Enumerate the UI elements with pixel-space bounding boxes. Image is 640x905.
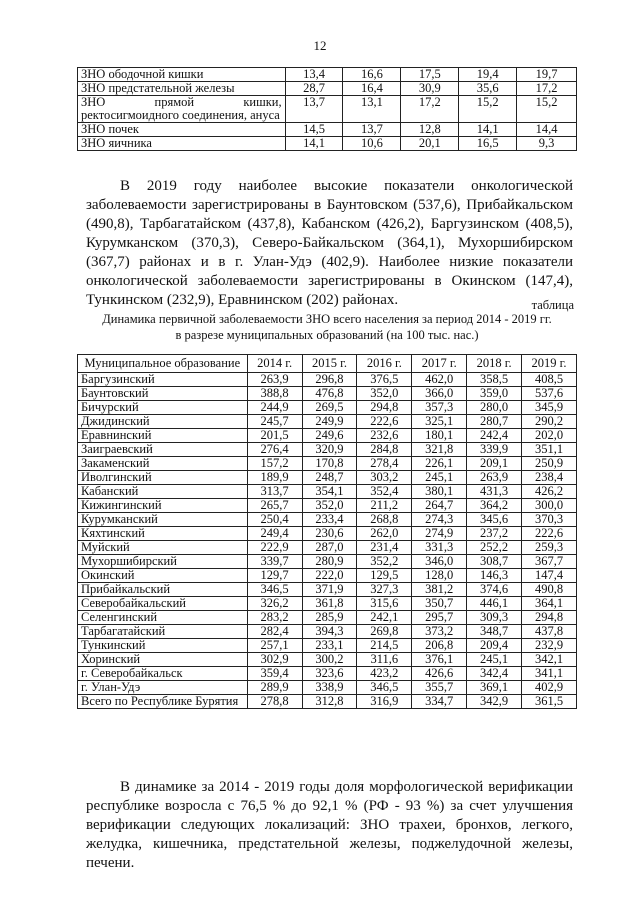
rate-cell: 394,3 [302, 625, 357, 639]
rate-cell: 248,7 [302, 471, 357, 485]
top-table [77, 67, 577, 151]
rate-cell: 359,4 [247, 667, 302, 681]
rate-cell: 274,3 [412, 513, 467, 527]
municipality-cell: Иволгинский [78, 471, 248, 485]
rate-cell: 367,7 [522, 555, 577, 569]
rate-cell: 303,2 [357, 471, 412, 485]
rate-cell: 351,1 [522, 443, 577, 457]
top-table-value-cell: 20,1 [401, 137, 459, 151]
rate-cell: 345,6 [467, 513, 522, 527]
rate-cell: 206,8 [412, 639, 467, 653]
rate-cell: 129,7 [247, 569, 302, 583]
rate-cell: 238,4 [522, 471, 577, 485]
page-number: 12 [313, 38, 327, 53]
rate-cell: 170,8 [302, 457, 357, 471]
rate-cell: 287,0 [302, 541, 357, 555]
table-row [78, 415, 577, 429]
rate-cell: 202,0 [522, 429, 577, 443]
rate-cell: 278,8 [247, 695, 302, 709]
rate-cell: 209,4 [467, 639, 522, 653]
municipality-cell: Заиграевский [78, 443, 248, 457]
rate-cell: 226,1 [412, 457, 467, 471]
rate-cell: 283,2 [247, 611, 302, 625]
rate-cell: 233,4 [302, 513, 357, 527]
rate-cell: 376,1 [412, 653, 467, 667]
rate-cell: 537,6 [522, 387, 577, 401]
top-table-value-cell: 13,7 [343, 123, 401, 137]
rate-cell: 374,6 [467, 583, 522, 597]
municipality-cell: Закаменский [78, 457, 248, 471]
top-table-value-cell: 16,5 [459, 137, 517, 151]
rate-cell: 242,4 [467, 429, 522, 443]
rate-cell: 146,3 [467, 569, 522, 583]
rate-cell: 388,8 [247, 387, 302, 401]
table-row [78, 625, 577, 639]
top-table-value-cell: 15,2 [517, 96, 577, 123]
rate-cell: 189,9 [247, 471, 302, 485]
rate-cell: 237,2 [467, 527, 522, 541]
rate-cell: 222,9 [247, 541, 302, 555]
header-year: 2014 г. [247, 355, 302, 373]
table-row [78, 443, 577, 457]
rate-cell: 249,9 [302, 415, 357, 429]
municipality-cell: Мухоршибирский [78, 555, 248, 569]
municipality-cell: Селенгинский [78, 611, 248, 625]
rate-cell: 231,4 [357, 541, 412, 555]
rate-cell: 295,7 [412, 611, 467, 625]
rate-cell: 214,5 [357, 639, 412, 653]
top-table-value-cell: 13,4 [285, 68, 343, 82]
rate-cell: 369,1 [467, 681, 522, 695]
rate-cell: 249,6 [302, 429, 357, 443]
rate-cell: 339,7 [247, 555, 302, 569]
header-year: 2016 г. [357, 355, 412, 373]
rate-cell: 259,3 [522, 541, 577, 555]
table-row [78, 555, 577, 569]
rate-cell: 252,2 [467, 541, 522, 555]
rate-cell: 250,4 [247, 513, 302, 527]
rate-cell: 364,1 [522, 597, 577, 611]
rate-cell: 354,1 [302, 485, 357, 499]
rate-cell: 128,0 [412, 569, 467, 583]
rate-cell: 280,9 [302, 555, 357, 569]
top-table-value-cell: 30,9 [401, 82, 459, 96]
rate-cell: 282,4 [247, 625, 302, 639]
rate-cell: 316,9 [357, 695, 412, 709]
rate-cell: 180,1 [412, 429, 467, 443]
top-table-row [78, 137, 577, 151]
rate-cell: 320,9 [302, 443, 357, 457]
rate-cell: 249,4 [247, 527, 302, 541]
municipality-cell: Всего по Республике Бурятия [78, 695, 248, 709]
municipality-cell: Джидинский [78, 415, 248, 429]
rate-cell: 269,5 [302, 401, 357, 415]
table-row [78, 471, 577, 485]
rate-cell: 346,5 [247, 583, 302, 597]
rate-cell: 325,1 [412, 415, 467, 429]
rate-cell: 334,7 [412, 695, 467, 709]
rate-cell: 313,7 [247, 485, 302, 499]
municipality-cell: Северобайкальский [78, 597, 248, 611]
rate-cell: 280,0 [467, 401, 522, 415]
table-row [78, 597, 577, 611]
rate-cell: 274,9 [412, 527, 467, 541]
top-table-name-word: кишки, [243, 95, 282, 109]
table-caption-line1: Динамика первичной заболеваемости ЗНО всего населения за период 2014 - 2019 гг. [102, 312, 552, 326]
rate-cell: 342,1 [522, 653, 577, 667]
municipality-cell: Прибайкальский [78, 583, 248, 597]
rate-cell: 263,9 [467, 471, 522, 485]
rate-cell: 245,1 [467, 653, 522, 667]
rate-cell: 233,1 [302, 639, 357, 653]
rate-cell: 315,6 [357, 597, 412, 611]
municipality-cell: Кабанский [78, 485, 248, 499]
municipality-cell: Еравнинский [78, 429, 248, 443]
rate-cell: 446,1 [467, 597, 522, 611]
rate-cell: 357,3 [412, 401, 467, 415]
header-year: 2015 г. [302, 355, 357, 373]
rate-cell: 294,8 [522, 611, 577, 625]
municipality-cell: Муйский [78, 541, 248, 555]
table-row [78, 513, 577, 527]
top-table-name-cell [78, 96, 286, 123]
paragraph-highest-rates: В 2019 году наиболее высокие показатели онкологической заболеваемости зарегистрированы в Баунтовском (537,6), Прибайкальском (490,8), Тарбагатайском (437,8), Кабанском (426,2), Баргузинском (408,5), Курумканском (370,3), Северо-Байкальском (364,1), Мухоршибирском (367,7) районах и в г. Улан-Удэ (402,9). Наиболее низкие показатели онкологической заболеваемости зарегистрированы в Окинском (147,4), Тункинском (232,9), Еравнинском (202) районах. [86, 178, 573, 308]
top-table-row [78, 96, 577, 123]
municipality-cell: Бичурский [78, 401, 248, 415]
table-row [78, 653, 577, 667]
rate-cell: 269,8 [357, 625, 412, 639]
table-row [78, 387, 577, 401]
top-table-name-cell: ЗНО предстательной железы [78, 82, 286, 96]
table-row [78, 499, 577, 513]
rate-cell: 348,7 [467, 625, 522, 639]
table-caption-line2: в разрезе муниципальных образований (на 100 тыс. нас.) [175, 328, 479, 342]
rate-cell: 323,6 [302, 667, 357, 681]
top-table-value-cell: 16,6 [343, 68, 401, 82]
municipality-cell: г. Улан-Удэ [78, 681, 248, 695]
header-year: 2017 г. [412, 355, 467, 373]
top-table-value-cell: 17,2 [401, 96, 459, 123]
rate-cell: 426,2 [522, 485, 577, 499]
table-row [78, 541, 577, 555]
rate-cell: 370,3 [522, 513, 577, 527]
rate-cell: 245,7 [247, 415, 302, 429]
municipality-cell: Тарбагатайский [78, 625, 248, 639]
rate-cell: 157,2 [247, 457, 302, 471]
rate-cell: 321,8 [412, 443, 467, 457]
main-table [77, 354, 577, 709]
rate-cell: 300,0 [522, 499, 577, 513]
rate-cell: 361,8 [302, 597, 357, 611]
table-caption [77, 311, 577, 343]
rate-cell: 257,1 [247, 639, 302, 653]
rate-cell: 209,1 [467, 457, 522, 471]
top-table-value-cell: 12,8 [401, 123, 459, 137]
rate-cell: 345,9 [522, 401, 577, 415]
rate-cell: 358,5 [467, 373, 522, 387]
top-table-value-cell: 13,1 [343, 96, 401, 123]
rate-cell: 346,5 [357, 681, 412, 695]
rate-cell: 426,6 [412, 667, 467, 681]
rate-cell: 309,3 [467, 611, 522, 625]
top-table-value-cell: 10,6 [343, 137, 401, 151]
rate-cell: 341,1 [522, 667, 577, 681]
table-row [78, 569, 577, 583]
top-table-name-cell: ЗНО почек [78, 123, 286, 137]
rate-cell: 222,0 [302, 569, 357, 583]
table-label: таблица [531, 298, 574, 312]
rate-cell: 244,9 [247, 401, 302, 415]
rate-cell: 129,5 [357, 569, 412, 583]
rate-cell: 476,8 [302, 387, 357, 401]
rate-cell: 289,9 [247, 681, 302, 695]
table-row [78, 583, 577, 597]
top-table-row [78, 68, 577, 82]
rate-cell: 296,8 [302, 373, 357, 387]
rate-cell: 371,9 [302, 583, 357, 597]
top-table-value-cell: 35,6 [459, 82, 517, 96]
rate-cell: 265,7 [247, 499, 302, 513]
municipality-cell: Баунтовский [78, 387, 248, 401]
rate-cell: 201,5 [247, 429, 302, 443]
rate-cell: 222,6 [357, 415, 412, 429]
rate-cell: 245,1 [412, 471, 467, 485]
header-year: 2019 г. [522, 355, 577, 373]
top-table-value-cell: 14,4 [517, 123, 577, 137]
rate-cell: 276,4 [247, 443, 302, 457]
rate-cell: 232,6 [357, 429, 412, 443]
top-table-value-cell: 17,5 [401, 68, 459, 82]
municipality-cell: Курумканский [78, 513, 248, 527]
top-table-value-cell: 28,7 [285, 82, 343, 96]
rate-cell: 280,7 [467, 415, 522, 429]
top-table-name-cell: ЗНО яичника [78, 137, 286, 151]
rate-cell: 262,0 [357, 527, 412, 541]
header-year: 2018 г. [467, 355, 522, 373]
rate-cell: 232,9 [522, 639, 577, 653]
rate-cell: 352,0 [357, 387, 412, 401]
rate-cell: 250,9 [522, 457, 577, 471]
rate-cell: 462,0 [412, 373, 467, 387]
rate-cell: 327,3 [357, 583, 412, 597]
table-row [78, 611, 577, 625]
municipality-cell: Кижингинский [78, 499, 248, 513]
municipality-cell: Баргузинский [78, 373, 248, 387]
table-row [78, 429, 577, 443]
rate-cell: 376,5 [357, 373, 412, 387]
rate-cell: 490,8 [522, 583, 577, 597]
rate-cell: 263,9 [247, 373, 302, 387]
table-row [78, 695, 577, 709]
top-table-value-cell: 15,2 [459, 96, 517, 123]
rate-cell: 381,2 [412, 583, 467, 597]
top-table-value-cell: 14,1 [285, 137, 343, 151]
rate-cell: 350,7 [412, 597, 467, 611]
rate-cell: 268,8 [357, 513, 412, 527]
rate-cell: 284,8 [357, 443, 412, 457]
rate-cell: 359,0 [467, 387, 522, 401]
table-row [78, 373, 577, 387]
top-table-value-cell: 16,4 [343, 82, 401, 96]
rate-cell: 366,0 [412, 387, 467, 401]
table-row [78, 639, 577, 653]
top-table-name-word: ЗНО [81, 95, 106, 109]
rate-cell: 380,1 [412, 485, 467, 499]
rate-cell: 308,7 [467, 555, 522, 569]
municipality-cell: Кяхтинский [78, 527, 248, 541]
rate-cell: 302,9 [247, 653, 302, 667]
top-table-value-cell: 19,4 [459, 68, 517, 82]
top-table-value-cell: 13,7 [285, 96, 343, 123]
top-table-value-cell: 14,1 [459, 123, 517, 137]
top-table-name-line2: ректосигмоидного соединения, ануса [81, 108, 280, 122]
rate-cell: 338,9 [302, 681, 357, 695]
rate-cell: 423,2 [357, 667, 412, 681]
top-table-name-word: прямой [154, 95, 195, 109]
table-row [78, 401, 577, 415]
top-table-name-cell: ЗНО ободочной кишки [78, 68, 286, 82]
rate-cell: 230,6 [302, 527, 357, 541]
rate-cell: 342,9 [467, 695, 522, 709]
rate-cell: 331,3 [412, 541, 467, 555]
rate-cell: 342,4 [467, 667, 522, 681]
rate-cell: 326,2 [247, 597, 302, 611]
table-row [78, 485, 577, 499]
top-table-value-cell: 19,7 [517, 68, 577, 82]
rate-cell: 373,2 [412, 625, 467, 639]
rate-cell: 211,2 [357, 499, 412, 513]
rate-cell: 312,8 [302, 695, 357, 709]
top-table-value-cell: 17,2 [517, 82, 577, 96]
rate-cell: 355,7 [412, 681, 467, 695]
rate-cell: 339,9 [467, 443, 522, 457]
municipality-cell: Окинский [78, 569, 248, 583]
table-row [78, 681, 577, 695]
municipality-cell: Тункинский [78, 639, 248, 653]
rate-cell: 264,7 [412, 499, 467, 513]
rate-cell: 278,4 [357, 457, 412, 471]
rate-cell: 290,2 [522, 415, 577, 429]
rate-cell: 346,0 [412, 555, 467, 569]
rate-cell: 294,8 [357, 401, 412, 415]
main-table-header-row [78, 355, 577, 373]
rate-cell: 222,6 [522, 527, 577, 541]
rate-cell: 361,5 [522, 695, 577, 709]
municipality-cell: Хоринский [78, 653, 248, 667]
rate-cell: 242,1 [357, 611, 412, 625]
municipality-cell: г. Северобайкальск [78, 667, 248, 681]
top-table-row [78, 82, 577, 96]
rate-cell: 352,4 [357, 485, 412, 499]
table-row [78, 457, 577, 471]
top-table-value-cell: 9,3 [517, 137, 577, 151]
rate-cell: 300,2 [302, 653, 357, 667]
rate-cell: 311,6 [357, 653, 412, 667]
paragraph-verification: В динамике за 2014 - 2019 годы доля морфологической верификации республике возросла с 76,5 % до 92,1 % (РФ - 93 %) за счет улучшения верификации следующих локализаций: ЗНО трахеи, бронхов, легкого, желудка, кишечника, предстательной железы, поджелудочной железы, печени. [86, 779, 573, 871]
table-row [78, 667, 577, 681]
rate-cell: 147,4 [522, 569, 577, 583]
rate-cell: 352,0 [302, 499, 357, 513]
rate-cell: 285,9 [302, 611, 357, 625]
top-table-row [78, 123, 577, 137]
header-municipality: Муниципальное образование [78, 355, 248, 373]
rate-cell: 402,9 [522, 681, 577, 695]
rate-cell: 437,8 [522, 625, 577, 639]
table-row [78, 527, 577, 541]
rate-cell: 352,2 [357, 555, 412, 569]
rate-cell: 364,2 [467, 499, 522, 513]
top-table-value-cell: 14,5 [285, 123, 343, 137]
rate-cell: 431,3 [467, 485, 522, 499]
rate-cell: 408,5 [522, 373, 577, 387]
